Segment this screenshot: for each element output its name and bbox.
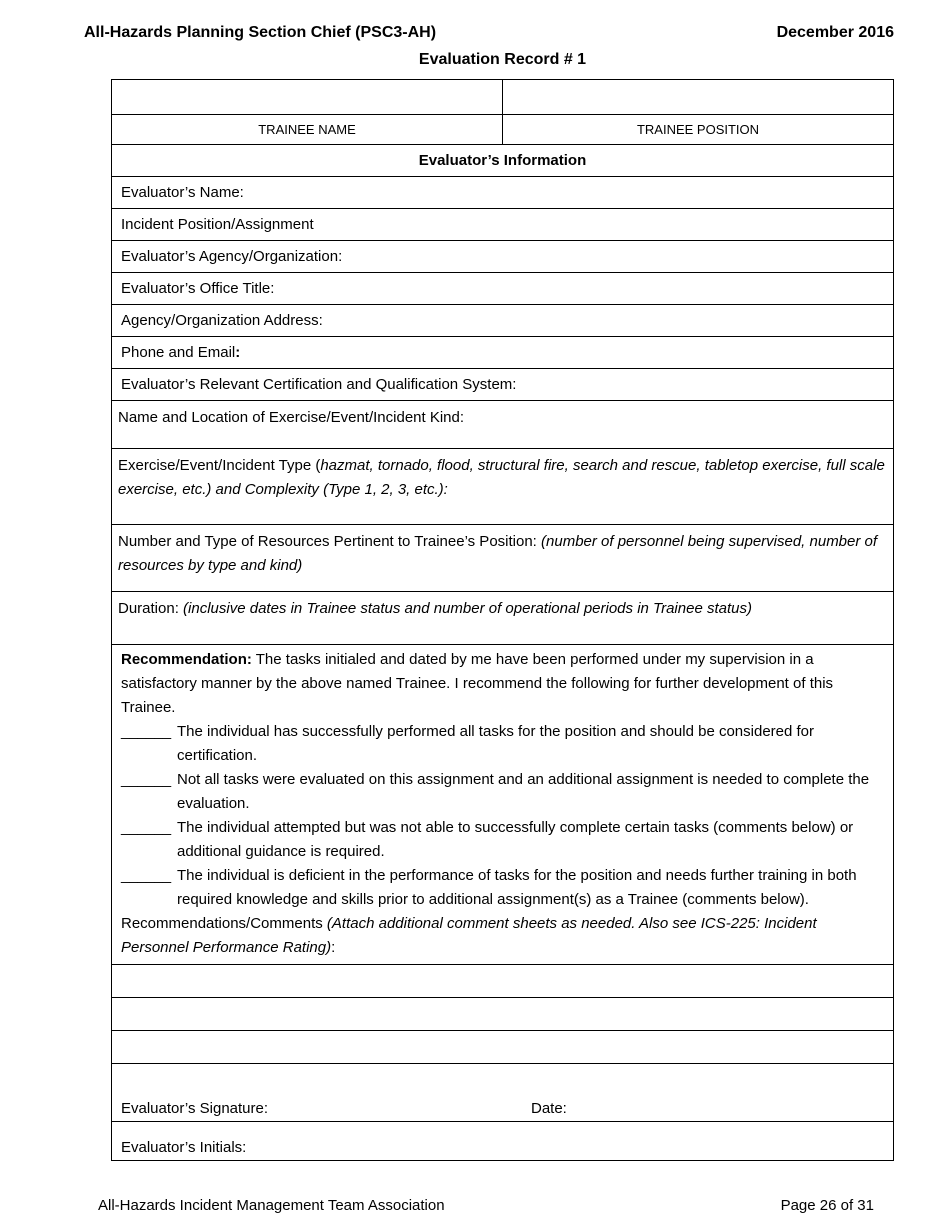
phone-email-field[interactable]: Phone and Email : (111, 337, 894, 369)
evaluator-agency-field[interactable]: Evaluator’s Agency/Organization: (111, 241, 894, 273)
header-title: All-Hazards Planning Section Chief (PSC3-AH) (84, 24, 437, 41)
comment-line[interactable] (111, 998, 894, 1031)
evaluator-name-field[interactable]: Evaluator’s Name: (111, 177, 894, 209)
header-date: December 2016 (776, 24, 894, 41)
recommendation-block (111, 645, 894, 965)
comments-label: Recommendations/Comments (Attach additional comment sheets as needed. Also see ICS-225: Incident Personnel Performance Rating): (121, 915, 817, 956)
recommendation-option: ______ The individual has successfully performed all tasks for the position and should be considered for certification. (121, 720, 884, 768)
initials-row[interactable] (111, 1122, 894, 1161)
recommendation-option: ______ The individual attempted but was not able to successfully complete certain tasks (comments below) or additional guidance is required. (121, 816, 884, 864)
exercise-name-location-field[interactable]: Name and Location of Exercise/Event/Incident Kind: (111, 401, 894, 449)
trainee-label-row (111, 115, 894, 145)
record-title: Evaluation Record # 1 (418, 51, 587, 68)
footer-page-number: Page 26 of 31 (780, 1197, 874, 1214)
trainee-position-label: TRAINEE POSITION (502, 115, 893, 144)
footer-organization: All-Hazards Incident Management Team Association (98, 1197, 445, 1214)
certification-system-field[interactable]: Evaluator’s Relevant Certification and Qualification System: (111, 369, 894, 401)
evaluator-office-title-field[interactable]: Evaluator’s Office Title: (111, 273, 894, 305)
option-blank[interactable]: ______ (121, 867, 172, 884)
date-label: Date: (531, 1100, 567, 1117)
resources-field[interactable]: Number and Type of Resources Pertinent to Trainee’s Position: (number of personnel being supervised, number of resources by type and kind) (111, 525, 894, 592)
duration-field[interactable]: Duration: (inclusive dates in Trainee status and number of operational periods in Trainee status) (111, 592, 894, 645)
trainee-name-field[interactable] (112, 80, 502, 114)
incident-position-field[interactable]: Incident Position/Assignment (111, 209, 894, 241)
option-blank[interactable]: ______ (121, 819, 172, 836)
option-blank[interactable]: ______ (121, 723, 172, 740)
option-blank[interactable]: ______ (121, 771, 172, 788)
comment-line[interactable] (111, 1031, 894, 1064)
signature-label: Evaluator’s Signature: (121, 1100, 269, 1117)
signature-row[interactable] (111, 1064, 894, 1122)
initials-label: Evaluator’s Initials: (121, 1139, 247, 1156)
trainee-name-label: TRAINEE NAME (258, 122, 356, 137)
exercise-type-field[interactable]: Exercise/Event/Incident Type (hazmat, tornado, flood, structural fire, search and rescue, tabletop exercise, full scale exercise, etc.) and Complexity (Type 1, 2, 3, etc.): (111, 449, 894, 525)
trainee-value-row (111, 79, 894, 115)
recommendation-intro: Recommendation: The tasks initialed and dated by me have been performed under my supervision in a satisfactory manner by the above named Trainee. I recommend the following for further development of this Trainee. (121, 651, 834, 716)
recommendation-option: ______ The individual is deficient in the performance of tasks for the position and needs further training in both required knowledge and skills prior to additional assignment(s) as a Trainee (comments below). (121, 864, 884, 912)
trainee-position-field[interactable] (502, 80, 893, 114)
evaluation-form (111, 79, 894, 1161)
comment-line[interactable] (111, 965, 894, 998)
recommendation-option: ______ Not all tasks were evaluated on this assignment and an additional assignment is needed to complete the evaluation. (121, 768, 884, 816)
agency-address-field[interactable]: Agency/Organization Address: (111, 305, 894, 337)
evaluator-section-title: Evaluator’s Information (111, 145, 894, 177)
